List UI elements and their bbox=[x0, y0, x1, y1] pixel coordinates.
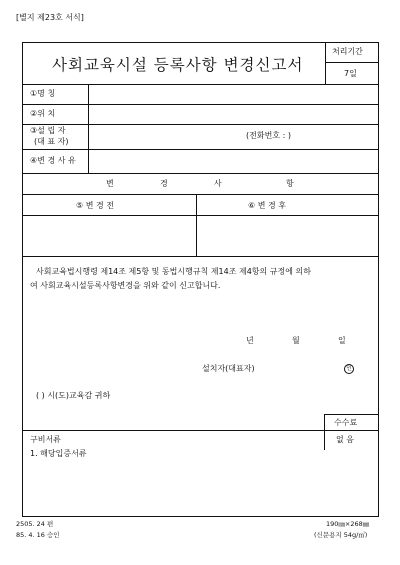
founder-label: ③설 립 자 bbox=[30, 126, 66, 135]
changes-header-1: 변 bbox=[106, 179, 114, 188]
representative-label: (대 표 자) bbox=[34, 137, 69, 146]
footer-left-2: 85. 4. 16 승인 bbox=[16, 531, 60, 539]
reason-field[interactable] bbox=[89, 150, 378, 172]
changes-header-2: 경 bbox=[160, 179, 168, 188]
date-year-label: 년 bbox=[246, 336, 254, 345]
statement-line-2: 여 사회교육시설등록사항변경을 위와 같이 신고합니다. bbox=[30, 281, 221, 290]
footer-right-2: (신문용지 54g/㎡) bbox=[314, 531, 368, 539]
seal-mark: 인 bbox=[344, 364, 354, 374]
before-field[interactable] bbox=[23, 216, 195, 255]
form-number: [별지 제23호 서식] bbox=[16, 13, 84, 22]
name-field[interactable] bbox=[89, 85, 378, 102]
location-label: ②위 치 bbox=[30, 109, 56, 118]
reason-label: ④변 경 사 유 bbox=[30, 156, 76, 165]
addressee: ( ) 시(도)교육감 귀하 bbox=[36, 391, 111, 400]
changes-header-3: 사 bbox=[214, 179, 222, 188]
documents-item-1: 1. 해당입증서류 bbox=[30, 449, 87, 458]
processing-period-value: 7일 bbox=[344, 69, 357, 78]
applicant-label: 설치자(대표자) bbox=[202, 364, 255, 373]
fee-label: 수수료 bbox=[334, 418, 358, 427]
fee-value: 없 음 bbox=[336, 435, 354, 444]
documents-label: 구비서류 bbox=[30, 435, 61, 444]
statement-line-1: 사회교육법시행령 제14조 제5항 및 동법시행규칙 제14조 제4항의 규정에 의하 bbox=[36, 267, 311, 276]
form-title: 사회교육시설 등록사항 변경신고서 bbox=[52, 56, 304, 74]
date-month-label: 월 bbox=[292, 336, 300, 345]
footer-right-1: 190㎜×268㎜ bbox=[326, 520, 370, 528]
founder-field[interactable] bbox=[89, 125, 239, 147]
location-field[interactable] bbox=[89, 105, 378, 122]
after-label: ⑥ 변 경 후 bbox=[248, 201, 286, 210]
phone-label: (전화번호 : ) bbox=[246, 131, 291, 140]
changes-header-4: 항 bbox=[286, 179, 294, 188]
footer-left-1: 2505. 24 편 bbox=[16, 520, 54, 528]
processing-period-label: 처리기간 bbox=[332, 47, 363, 56]
before-label: ⑤ 변 경 전 bbox=[76, 201, 114, 210]
date-day-label: 일 bbox=[338, 336, 346, 345]
name-label: ①명 칭 bbox=[30, 89, 56, 98]
after-field[interactable] bbox=[197, 216, 378, 255]
